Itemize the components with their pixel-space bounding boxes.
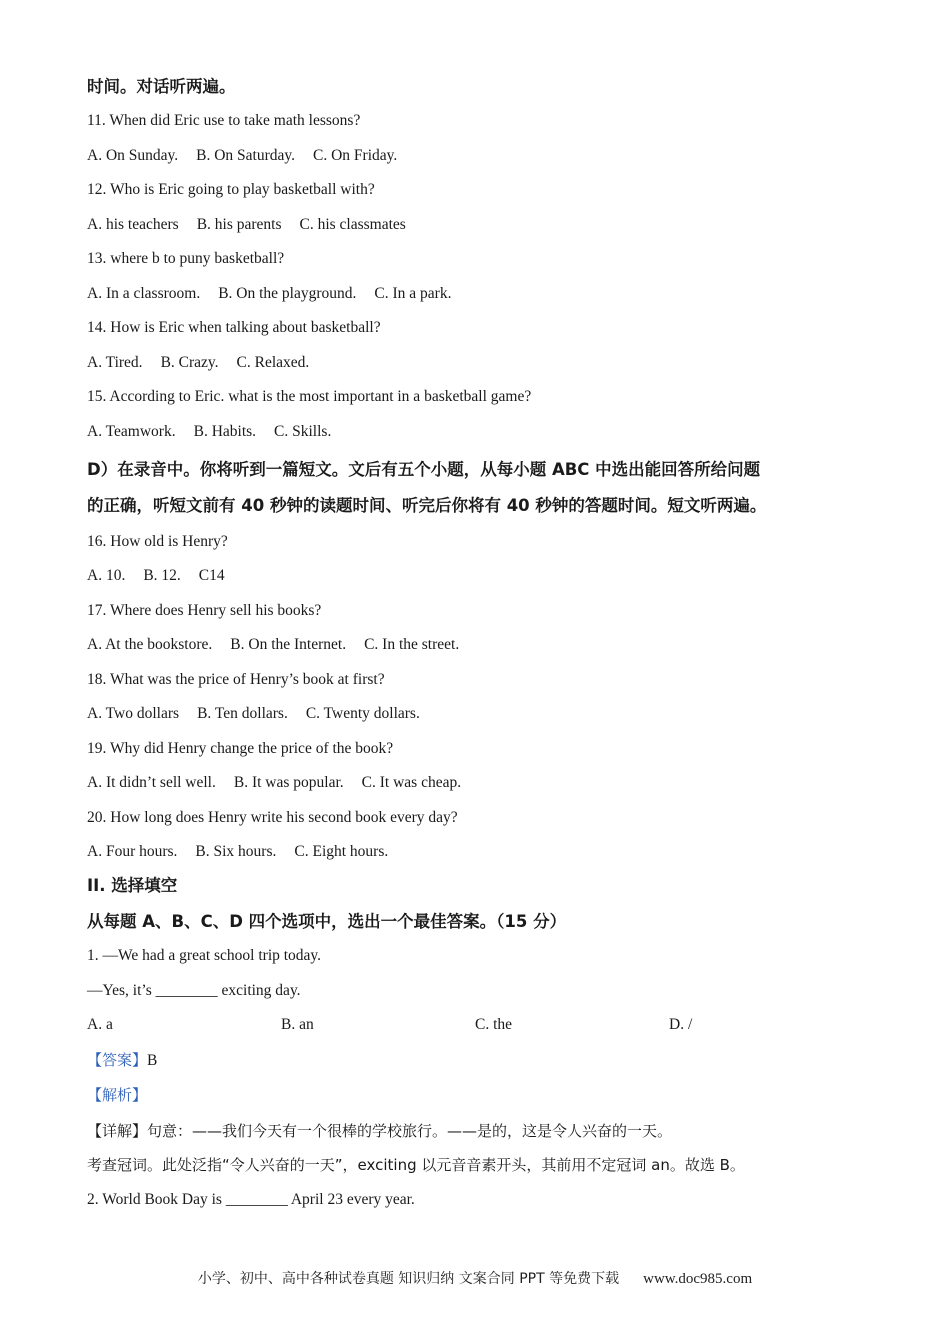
option-b[interactable]: B. Six hours.	[195, 843, 277, 860]
option-b[interactable]: B. an	[281, 1016, 314, 1033]
answer-line	[87, 1050, 877, 1071]
detail-line	[87, 1121, 877, 1141]
option-a[interactable]: A. Teamwork.	[87, 422, 176, 440]
option-c[interactable]: C. Eight hours.	[294, 843, 389, 860]
option-c[interactable]: C14	[198, 567, 225, 584]
option-c[interactable]: C. In the street.	[364, 636, 460, 653]
option-b[interactable]: B. Crazy.	[160, 353, 219, 371]
options-13	[87, 284, 877, 304]
question-15: 15. According to Eric. what is the most important in a basketball game?	[87, 388, 532, 405]
options-18	[87, 704, 877, 724]
section-c-intro-tail: 时间。对话听两遍。	[87, 77, 236, 96]
options-12	[87, 215, 877, 235]
options-19	[87, 773, 877, 793]
question-13: 13. where b to puny basketball?	[87, 250, 285, 267]
options-11	[87, 146, 877, 166]
option-b[interactable]: B. On Saturday.	[196, 146, 296, 164]
option-a[interactable]: A. Tired.	[87, 353, 143, 371]
question-19: 19. Why did Henry change the price of the book?	[87, 739, 394, 757]
option-c[interactable]: C. Relaxed.	[236, 353, 310, 371]
option-b[interactable]: B. On the playground.	[218, 284, 357, 302]
part-2-options-1	[87, 1015, 877, 1035]
option-a[interactable]: A. It didn’t sell well.	[87, 774, 216, 791]
option-c[interactable]: C. Twenty dollars.	[305, 705, 420, 722]
option-b[interactable]: B. It was popular.	[233, 774, 344, 791]
option-b[interactable]: B. his parents	[196, 215, 282, 233]
options-20	[87, 842, 877, 862]
page-footer	[0, 1268, 950, 1288]
option-a[interactable]: A. his teachers	[87, 215, 179, 233]
option-b[interactable]: B. On the Internet.	[230, 636, 347, 653]
explanation-line: 考查冠词。此处泛指“令人兴奋的一天”，exciting 以元音音素开头，其前用不定冠词 an。故选 B。	[87, 1156, 745, 1174]
option-c[interactable]: C. his classmates	[299, 215, 406, 233]
footer-text: 小学、初中、高中各种试卷真题 知识归纳 文案合同 PPT 等免费下载	[197, 1271, 620, 1287]
options-15	[87, 422, 877, 442]
question-14: 14. How is Eric when talking about basketball?	[87, 319, 381, 336]
option-a[interactable]: A. a	[87, 1016, 113, 1033]
part-2-title: II. 选择填空	[87, 876, 178, 895]
question-11: 11. When did Eric use to take math lessons?	[87, 112, 361, 129]
option-b[interactable]: B. Habits.	[193, 422, 257, 440]
question-16: 16. How old is Henry?	[87, 532, 228, 550]
detail-label: 【详解】	[87, 1121, 148, 1140]
option-a[interactable]: A. 10.	[87, 567, 126, 584]
option-a[interactable]: A. Four hours.	[87, 843, 178, 860]
options-14	[87, 353, 877, 373]
option-a[interactable]: A. At the bookstore.	[87, 636, 213, 653]
document-page	[87, 72, 877, 1224]
option-c[interactable]: C. Skills.	[274, 422, 332, 440]
options-16	[87, 566, 877, 586]
option-a[interactable]: A. Two dollars	[87, 705, 180, 722]
option-a[interactable]: A. In a classroom.	[87, 284, 201, 302]
footer-url[interactable]: www.doc985.com	[643, 1271, 753, 1287]
section-d-heading-line-2: 的正确，听短文前有 40 秒钟的读题时间、听完后你将有 40 秒钟的答题时间。短文听两遍。	[87, 495, 767, 515]
part-2-question-1-line-1: 1. —We had a great school trip today.	[87, 947, 322, 964]
option-c[interactable]: C. On Friday.	[313, 146, 398, 164]
question-20: 20. How long does Henry write his second book every day?	[87, 808, 458, 826]
answer-value: B	[147, 1051, 158, 1069]
question-18: 18. What was the price of Henry’s book at first?	[87, 670, 385, 688]
option-c[interactable]: C. the	[475, 1016, 513, 1033]
option-c[interactable]: C. It was cheap.	[361, 774, 462, 791]
analysis-label: 【解析】	[87, 1086, 148, 1104]
analysis-line	[87, 1085, 877, 1106]
options-17	[87, 635, 877, 655]
section-d-heading-line-1: D）在录音中。你将听到一篇短文。文后有五个小题，从每小题 ABC 中选出能回答所给问题	[87, 459, 761, 479]
option-c[interactable]: C. In a park.	[374, 284, 452, 302]
question-17: 17. Where does Henry sell his books?	[87, 601, 322, 619]
answer-label: 【答案】	[87, 1050, 148, 1069]
option-b[interactable]: B. Ten dollars.	[197, 705, 288, 722]
part-2-question-2: 2. World Book Day is ________ April 23 every year.	[87, 1190, 415, 1208]
option-a[interactable]: A. On Sunday.	[87, 146, 179, 164]
part-2-question-1-line-2: —Yes, it’s ________ exciting day.	[87, 981, 301, 999]
part-2-instruction: 从每题 A、B、C、D 四个选项中，选出一个最佳答案。（15 分）	[87, 912, 567, 931]
option-b[interactable]: B. 12.	[143, 567, 181, 584]
option-d[interactable]: D. /	[669, 1016, 693, 1033]
detail-text: 句意：——我们今天有一个很棒的学校旅行。——是的，这是令人兴奋的一天。	[147, 1121, 673, 1140]
question-12: 12. Who is Eric going to play basketball with?	[87, 181, 375, 198]
